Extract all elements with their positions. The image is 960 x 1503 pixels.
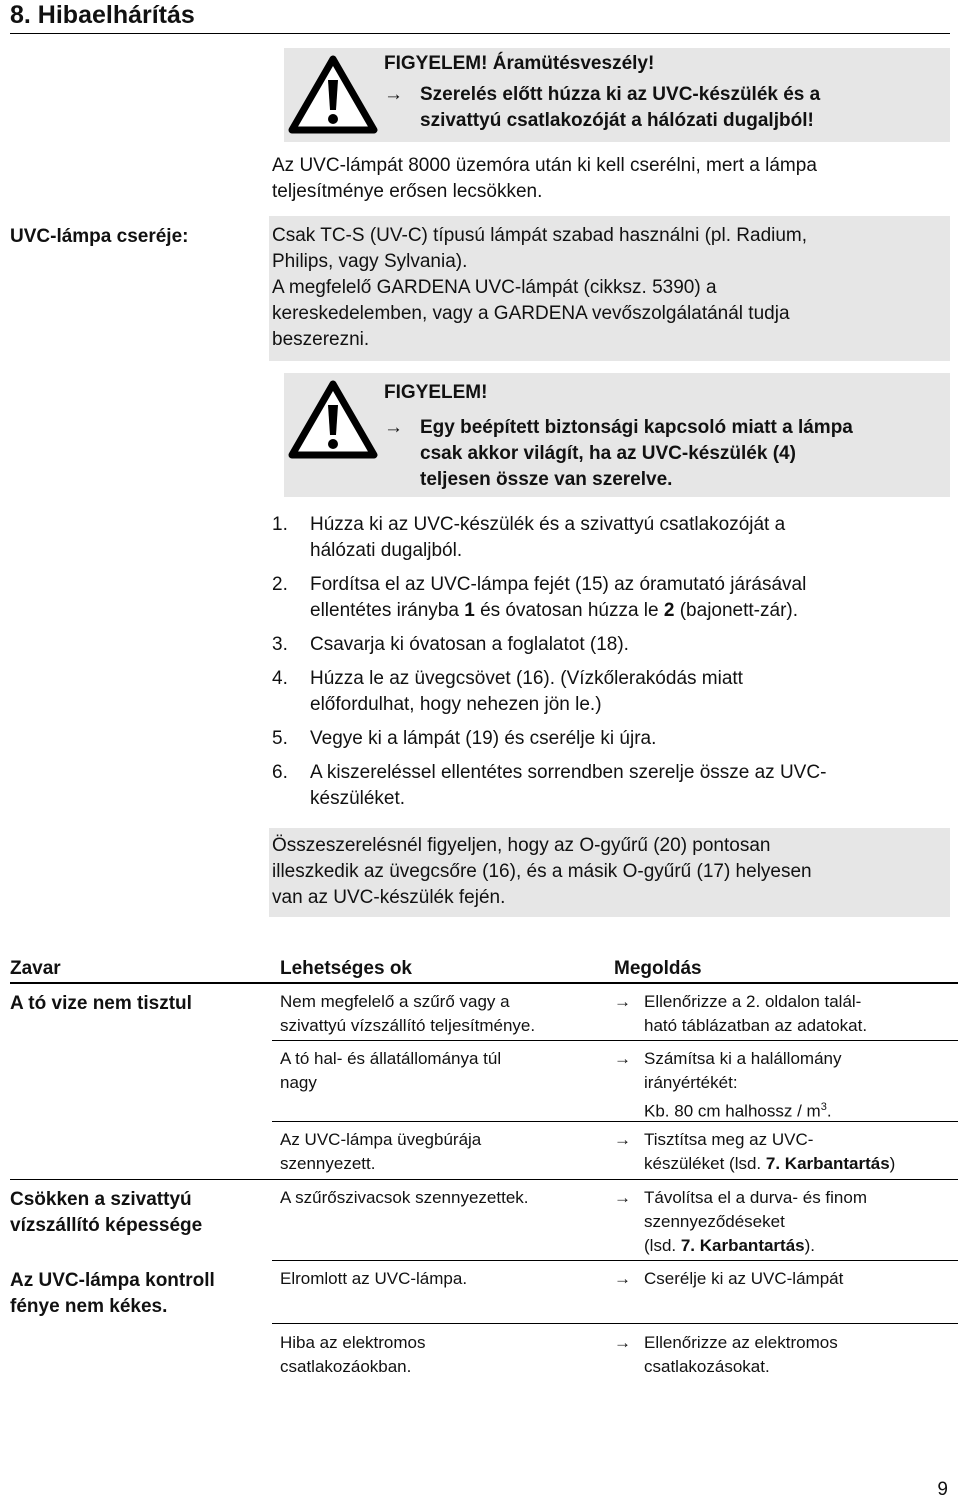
step-text: Fordítsa el az UVC-lámpa fejét (15) az óramutató járásával ellentétes irányba 1 és óvatosan húzza le 2 (bajonett-zár). <box>310 574 807 621</box>
arrow-icon: → <box>614 1269 631 1288</box>
arrow-icon: → <box>614 1130 631 1149</box>
step-number: 4. <box>272 668 288 689</box>
col-header-ok: Lehetséges ok <box>280 958 412 979</box>
row-separator <box>272 1121 958 1122</box>
step-item <box>272 760 942 812</box>
row-separator <box>272 1040 958 1041</box>
intro-paragraph: Az UVC-lámpát 8000 üzemóra után ki kell cserélni, mert a lámpa teljesítménye erősen lecsökken. <box>272 155 817 202</box>
step-number: 5. <box>272 728 288 749</box>
solution-cell: Cserélje ki az UVC-lámpát <box>644 1269 844 1288</box>
side-label: UVC-lámpa cseréje: <box>10 226 189 247</box>
step-text: Húzza le az üvegcsövet (16). (Vízkőlerakódás miatt előfordulhat, hogy nehezen jön le.) <box>310 668 743 715</box>
fault-label: Az UVC-lámpa kontroll fénye nem kékes. <box>10 1270 215 1317</box>
warning-title: FIGYELEM! Áramütésveszély! <box>384 53 655 74</box>
step-number: 1. <box>272 514 288 535</box>
warning-triangle-icon <box>288 54 378 136</box>
title-rule <box>10 33 950 34</box>
solution-cell: Tisztítsa meg az UVC- készüléket (lsd. 7. Karbantartás) <box>644 1130 896 1173</box>
warning-triangle-icon <box>288 379 378 461</box>
step-item <box>272 666 942 718</box>
step-item <box>272 512 942 564</box>
arrow-icon: → <box>614 1049 631 1068</box>
row-separator <box>272 1260 958 1261</box>
lamp-info-text: Csak TC-S (UV-C) típusú lámpát szabad használni (pl. Radium, Philips, vagy Sylvania). A megfelelő GARDENA UVC-lámpát (cikksz. 5390) a kereskedelemben, vagy a GARDENA vevőszolgálatánál tudja beszerezni. <box>272 225 808 350</box>
solution-cell: Ellenőrizze a 2. oldalon talál- ható táblázatban az adatokat. <box>644 992 868 1035</box>
arrow-icon: → <box>614 1188 631 1207</box>
cause-cell: Az UVC-lámpa üvegbúrája szennyezett. <box>280 1130 482 1173</box>
warning-text: Egy beépített biztonsági kapcsoló miatt a lámpa csak akkor világít, ha az UVC-készülék (4) teljesen össze van szerelve. <box>420 417 853 490</box>
table-header-rule <box>10 982 958 984</box>
step-text: Vegye ki a lámpát (19) és cserélje ki újra. <box>310 728 657 749</box>
cause-cell: Hiba az elektromos csatlakozáokban. <box>280 1333 426 1376</box>
solution-cell: Távolítsa el a durva- és finom szennyeződéseket (lsd. 7. Karbantartás). <box>644 1188 867 1255</box>
arrow-icon: → <box>614 992 631 1011</box>
step-text: Csavarja ki óvatosan a foglalatot (18). <box>310 634 629 655</box>
step-number: 6. <box>272 762 288 783</box>
warning-text: Szerelés előtt húzza ki az UVC-készülék és a szivattyú csatlakozóját a hálózati dugaljból! <box>420 84 821 131</box>
assembly-note: Összeszerelésnél figyeljen, hogy az O-gyűrű (20) pontosan illeszkedik az üvegcsőre (16), és a másik O-gyűrű (17) helyesen van az UVC-készülék fején. <box>272 835 812 908</box>
step-text: Húzza ki az UVC-készülék és a szivattyú csatlakozóját a hálózati dugaljból. <box>310 514 786 561</box>
warning-box-safety-switch <box>284 373 950 497</box>
solution-cell: Számítsa ki a halállomány irányértékét: Kb. 80 cm halhossz / $m^3$. <box>644 1049 842 1121</box>
replacement-steps <box>272 512 942 820</box>
arrow-icon: → <box>614 1333 631 1352</box>
warning-box-electric-shock <box>284 48 950 142</box>
page-number: 9 <box>937 1479 948 1500</box>
step-item <box>272 726 942 752</box>
step-item <box>272 632 942 658</box>
arrow-icon: → <box>384 84 403 105</box>
col-header-zavar: Zavar <box>10 958 61 979</box>
step-item <box>272 572 942 624</box>
cause-cell: Elromlott az UVC-lámpa. <box>280 1269 468 1288</box>
section-title: 8. Hibaelhárítás <box>10 1 195 29</box>
step-number: 2. <box>272 574 288 595</box>
warning-title: FIGYELEM! <box>384 382 488 403</box>
col-header-megoldas: Megoldás <box>614 958 702 979</box>
cause-cell: A tó hal- és állatállománya túl nagy <box>280 1049 502 1092</box>
fault-label: A tó vize nem tisztul <box>10 993 192 1014</box>
row-separator <box>10 1179 958 1180</box>
fault-label: Csökken a szivattyú vízszállító képessége <box>10 1189 203 1236</box>
solution-cell: Ellenőrizze az elektromos csatlakozásokat. <box>644 1333 838 1376</box>
step-text: A kiszereléssel ellentétes sorrendben szerelje össze az UVC- készüléket. <box>310 762 827 809</box>
row-separator <box>272 1323 958 1324</box>
cause-cell: Nem megfelelő a szűrő vagy a szivattyú vízszállító teljesítménye. <box>280 992 536 1035</box>
cause-cell: A szűrőszivacsok szennyezettek. <box>280 1188 529 1207</box>
arrow-icon: → <box>384 417 403 438</box>
step-number: 3. <box>272 634 288 655</box>
